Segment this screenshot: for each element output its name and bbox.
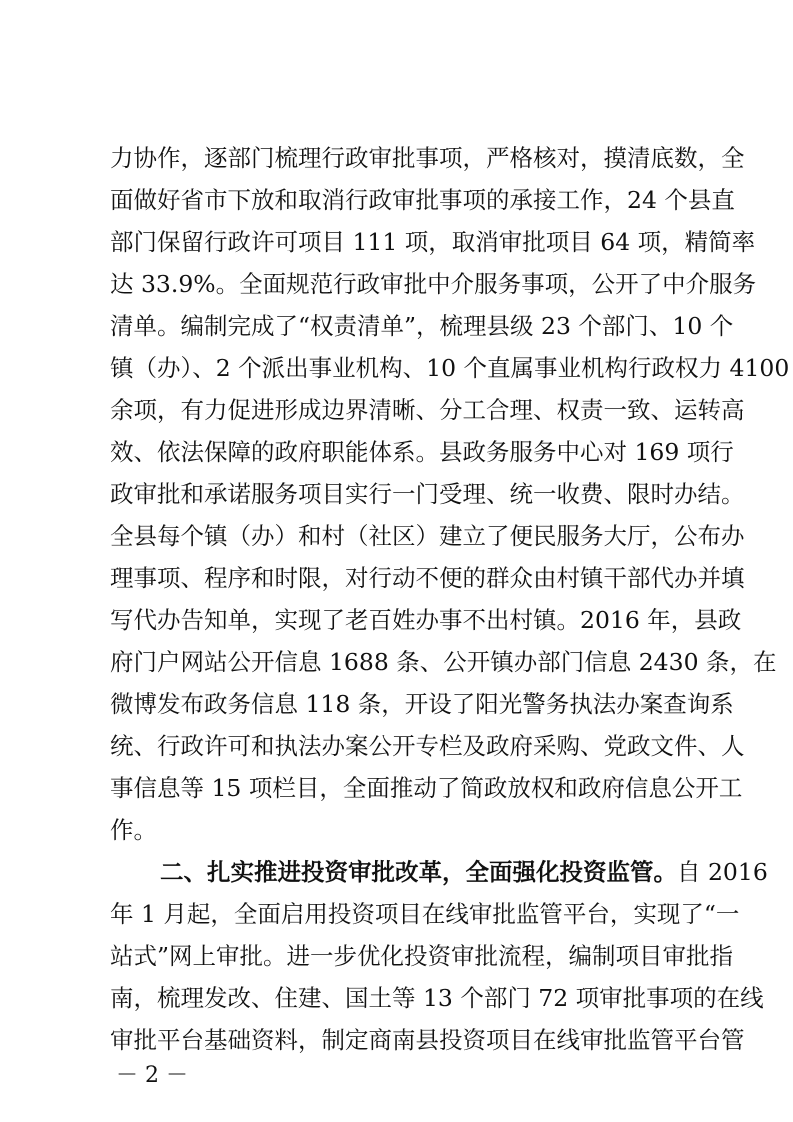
paragraph-line: 全县每个镇（办）和村（社区）建立了便民服务大厅，公布办 xyxy=(110,522,745,550)
paragraph-line: 政审批和承诺服务项目实行一门受理、统一收费、限时办结。 xyxy=(110,480,745,508)
paragraph-line: 余项，有力促进形成边界清晰、分工合理、权责一致、运转高 xyxy=(110,396,745,424)
paragraph-line: 写代办告知单，实现了老百姓办事不出村镇。2016 年，县政 xyxy=(110,606,742,634)
paragraph-line: 效、依法保障的政府职能体系。县政务服务中心对 169 项行 xyxy=(110,438,734,466)
paragraph-line: 审批平台基础资料，制定商南县投资项目在线审批监管平台管 xyxy=(110,1026,745,1054)
paragraph-line: 站式”网上审批。进一步优化投资审批流程，编制项目审批指 xyxy=(110,942,734,970)
section-heading-line xyxy=(110,857,768,887)
paragraph-line: 面做好省市下放和取消行政审批事项的承接工作，24 个县直 xyxy=(110,186,735,214)
paragraph-line: 清单。编制完成了“权责清单”，梳理县级 23 个部门、10 个 xyxy=(110,312,734,340)
paragraph-line: 年 1 月起，全面启用投资项目在线审批监管平台，实现了“一 xyxy=(110,900,740,928)
heading-line-rest: 自 2016 xyxy=(677,858,768,886)
paragraph-line: 作。 xyxy=(110,816,157,844)
paragraph-line: 统、行政许可和执法办案公开专栏及政府采购、党政文件、人 xyxy=(110,732,745,760)
section-heading: 二、扎实推进投资审批改革，全面强化投资监管。 xyxy=(160,858,677,886)
page-number: － 2 － xyxy=(116,1063,188,1088)
paragraph-line: 部门保留行政许可项目 111 项，取消审批项目 64 项，精简率 xyxy=(110,228,756,256)
paragraph-line: 力协作，逐部门梳理行政审批事项，严格核对，摸清底数，全 xyxy=(110,144,745,172)
paragraph-line: 南，梳理发改、住建、国土等 13 个部门 72 项审批事项的在线 xyxy=(110,984,764,1012)
paragraph-line: 微博发布政务信息 118 条，开设了阳光警务执法办案查询系 xyxy=(110,690,734,718)
paragraph-line: 事信息等 15 项栏目，全面推动了简政放权和政府信息公开工 xyxy=(110,774,743,802)
paragraph-line: 镇（办）、2 个派出事业机构、10 个直属事业机构行政权力 4100 xyxy=(110,354,790,382)
paragraph-line: 达 33.9%。全面规范行政审批中介服务事项，公开了中介服务 xyxy=(110,270,757,298)
paragraph-line: 府门户网站公开信息 1688 条、公开镇办部门信息 2430 条，在 xyxy=(110,648,777,676)
paragraph-line: 理事项、程序和时限，对行动不便的群众由村镇干部代办并填 xyxy=(110,564,745,592)
